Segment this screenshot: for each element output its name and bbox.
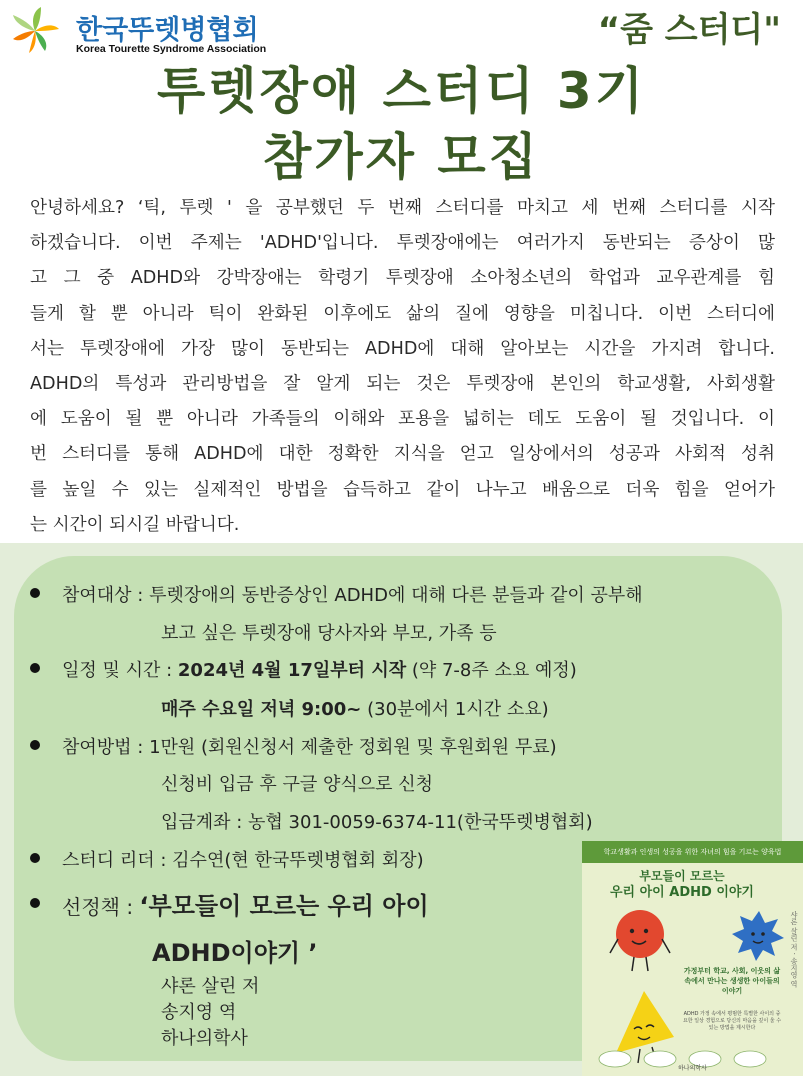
book-cover-title1: 부모들이 모르는 bbox=[639, 869, 725, 883]
intro-line: ADHD의 특성과 관리방법을 잘 알게 되는 것은 투렛장애 본인의 학교생활, 사회생활 bbox=[30, 374, 775, 395]
pinwheel-logo-icon bbox=[8, 6, 64, 56]
book-translator: 송지영 역 bbox=[161, 1002, 237, 1023]
logo-korean-name: 한국뚜렛병협회 bbox=[76, 15, 259, 46]
book-cover-publisher: 하나의학사 bbox=[678, 1065, 707, 1072]
bullet-icon bbox=[30, 853, 40, 863]
book-cover-subtitle: 가정부터 학교, 사회, 이웃의 삶 속에서 만나는 생생한 아이들의 이야기 bbox=[683, 967, 781, 995]
intro-line: 번 스터디를 통해 ADHD에 대한 정확한 지식을 얻고 일상에서의 성공과 사회적 성취 bbox=[30, 444, 775, 465]
book-cover-illustration-icon bbox=[582, 841, 803, 1076]
book-cover-title2: 우리 아이 ADHD 이야기 bbox=[609, 885, 754, 900]
leader-label: 스터디 리더 : bbox=[62, 850, 173, 871]
schedule-duration: (약 7-8주 소요 예정) bbox=[406, 660, 577, 681]
intro-line: 는 시간이 되시길 바랍니다. bbox=[30, 514, 240, 535]
zoom-study-tagline: “줌 스터디" bbox=[597, 10, 781, 50]
book-title-line2: ADHD이야기 ’ bbox=[152, 939, 318, 967]
intro-line: 에 도움이 될 뿐 아니라 가족들의 이해와 포용을 넓히는 데도 도움이 될 것입니다. 이 bbox=[30, 409, 775, 430]
book-cover-image bbox=[582, 841, 803, 1076]
intro-line: 하겠습니다. 이번 주제는 'ADHD'입니다. 투렛장애에는 여러가지 동반되는 증상이 많 bbox=[30, 233, 775, 254]
intro-line: 들게 할 뿐 아니라 틱이 완화된 이후에도 삶의 질에 영향을 미칩니다. 이번 스터디에 bbox=[30, 303, 775, 324]
method-row bbox=[62, 733, 557, 759]
intro-line: 안녕하세요? ‘틱, 투렛 ' 을 공부했던 두 번째 스터디를 마치고 세 번째 스터디를 시작 bbox=[30, 198, 775, 218]
schedule-weekly-time: 매주 수요일 저녁 9:00~ bbox=[161, 699, 362, 720]
page-title-line1: 투렛장애 스터디 3기 bbox=[156, 62, 646, 120]
target-row bbox=[62, 581, 643, 607]
leader-name: 김수연(현 한국뚜렛병협회 회장) bbox=[172, 850, 424, 871]
intro-line: 고 그 중 ADHD와 강박장애는 학령기 투렛장애 소아청소년의 학업과 교우관계를 힘 bbox=[30, 268, 775, 289]
schedule-row bbox=[62, 656, 577, 682]
book-label: 선정책 : bbox=[62, 895, 140, 919]
target-label: 참여대상 : bbox=[62, 585, 150, 606]
intro-line: 를 높일 수 있는 실제적인 방법을 습득하고 같이 나누고 배움으로 더욱 힘을 얻어가 bbox=[30, 479, 775, 500]
intro-line: 서는 투렛장애에 가장 많이 동반되는 ADHD에 대해 알아보는 시간을 가지려 합니다. bbox=[30, 338, 775, 359]
bullet-icon bbox=[30, 663, 40, 673]
intro-paragraph bbox=[30, 191, 775, 543]
method-apply-row: 신청비 입금 후 구글 양식으로 신청 bbox=[161, 774, 434, 795]
book-cover-top-band: 학교생활과 인생의 성공을 위한 자녀의 힘을 기르는 양육법 bbox=[582, 841, 803, 863]
book-author: 샤론 살린 저 bbox=[161, 976, 260, 997]
logo-english-name: Korea Tourette Syndrome Association bbox=[76, 43, 267, 55]
schedule-session-length: (30분에서 1시간 소요) bbox=[361, 699, 549, 720]
bullet-icon bbox=[30, 740, 40, 750]
book-publisher: 하나의학사 bbox=[161, 1028, 248, 1049]
schedule-time-row bbox=[161, 695, 549, 721]
book-cover-side-text: 샤론 살린 저 · 송지영 역 bbox=[790, 911, 798, 988]
book-title-line1: ‘부모들이 모르는 우리 아이 bbox=[139, 892, 429, 920]
page-title-line2: 참가자 모집 bbox=[263, 128, 540, 186]
method-label: 참여방법 : bbox=[62, 737, 150, 758]
bullet-icon bbox=[30, 588, 40, 598]
association-logo bbox=[8, 6, 288, 56]
method-account-row: 입금계좌 : 농협 301-0059-6374-11(한국뚜렛병협회) bbox=[161, 812, 593, 833]
schedule-start-date: 2024년 4월 17일부터 시작 bbox=[177, 660, 407, 681]
leader-row bbox=[62, 846, 424, 872]
bullet-icon bbox=[30, 898, 40, 908]
target-text: 투렛장애의 동반증상인 ADHD에 대해 다른 분들과 같이 공부해 bbox=[149, 585, 643, 606]
schedule-label: 일정 및 시간 : bbox=[62, 660, 178, 681]
book-row bbox=[62, 886, 429, 921]
method-fee: 1만원 (회원신청서 제출한 정회원 및 후원회원 무료) bbox=[149, 737, 557, 758]
target-row-continued: 보고 싶은 투렛장애 당사자와 부모, 가족 등 bbox=[161, 623, 497, 644]
book-cover-description: ADHD 가정 속에서 평범한 특별한 사이의 중요한 일상 경험으로 당신의 마음을 깊이 울 수 있는 방법을 제시한다 bbox=[682, 1011, 782, 1031]
